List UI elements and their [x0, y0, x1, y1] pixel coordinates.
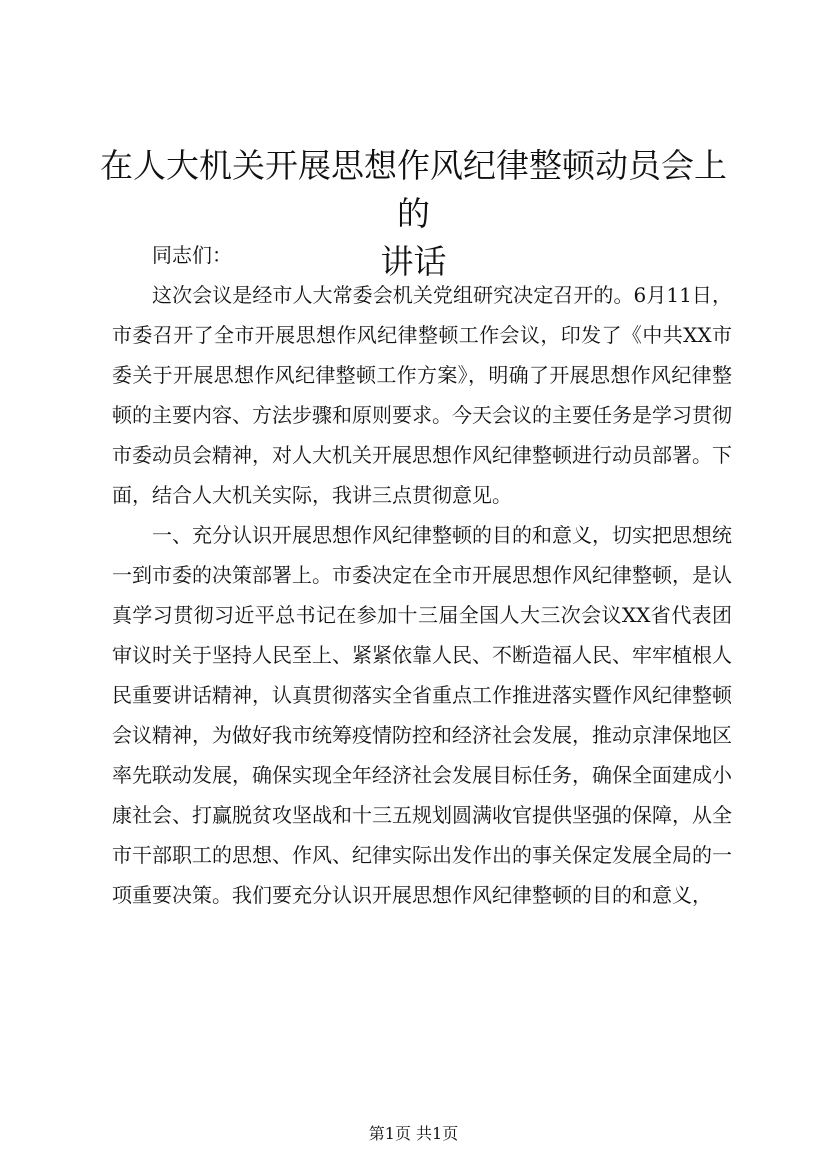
title-line-1: 在人大机关开展思想作风纪律整顿动员会上的: [100, 146, 727, 233]
page-footer: 第1页 共1页: [368, 1124, 459, 1143]
title-line-2: 讲话: [380, 242, 447, 281]
paragraph-2: 一、充分认识开展思想作风纪律整顿的目的和意义，切实把思想统一到市委的决策部署上。市委决定在全市开展思想作风纪律整顿，是认真学习贯彻习近平总书记在参加十三届全国人大三次会议XX省代表团审议时关于坚持人民至上、紧紧依靠人民、不断造福人民、牢牢植根人民重要讲话精神，认真贯彻落实全省重点工作推进落实暨作风纪律整顿会议精神，为做好我市统筹疫情防控和经济社会发展，推动京津保地区率先联动发展，确保实现全年经济社会发展目标任务，确保全面建成小康社会、打赢脱贫攻坚战和十三五规划圆满收官提供坚强的保障，从全市干部职工的思想、作风、纪律实际出发作出的事关保定发展全局的一项重要决策。我们要充分认识开展思想作风纪律整顿的目的和意义，: [112, 523, 732, 907]
document-body: [112, 235, 732, 915]
greeting: 同志们：: [152, 243, 232, 267]
paragraph-1: 这次会议是经市人大常委会机关党组研究决定召开的。6月11日，市委召开了全市开展思想作风纪律整顿工作会议，印发了《中共XX市委关于开展思想作风纪律整顿工作方案》，明确了开展思想作风纪律整顿的主要内容、方法步骤和原则要求。今天会议的主要任务是学习贯彻市委动员会精神，对人大机关开展思想作风纪律整顿进行动员部署。下面，结合人大机关实际，我讲三点贯彻意见。: [112, 283, 732, 507]
